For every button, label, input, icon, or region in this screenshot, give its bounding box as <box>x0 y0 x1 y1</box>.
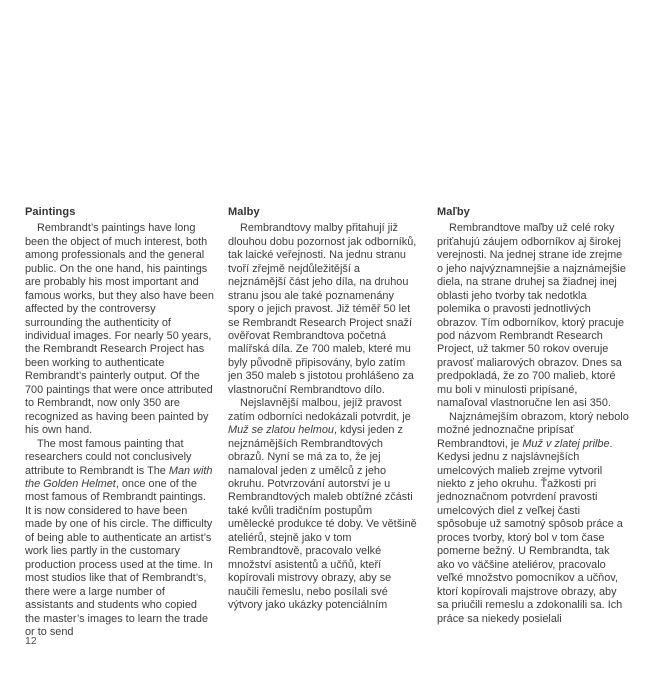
paragraph: Rembrandtove maľby už celé roky priťahujú záujem odborníkov aj širokej verejnosti. Na jednej strane ide zrejme o jeho najvýznamnejšie a najznámejšie diela, na strane druhej sa žiadnej inej oblasti jeho tvorby tak nedotkla polemika o pravosti jednotlivých obrazov. Tím odborníkov, ktorý pracuje pod názvom Rembrandt Research Project, už takmer 50 rokov overuje pravosť maliarových obrazov. Dnes sa predpokladá, že zo 700 malieb, ktoré mu boli v minulosti pripísané, namaľoval vlastnoručne len asi 350. <box>437 222 626 410</box>
column-czech <box>228 206 424 613</box>
page-number: 12 <box>25 635 37 647</box>
column-english <box>25 206 215 639</box>
column-heading-malby: Malby <box>228 206 260 218</box>
paragraph: Najznámejším obrazom, ktorý nebolo možné jednoznačne pripísať Rembrandtovi, je Muž v zlatej prilbe. Kedysi jednu z najslávnejších umelcových malieb zrejme vytvoril niekto z jeho okruhu. Ťažkosti pri jednoznačnom potvrdení pravosti umelcových diel z veľkej časti spôsobuje už samotný spôsob práce a proces tvorby, ktorý bol v tom čase pomerne bežný. U Rembrandta, tak ako vo väčšine ateliérov, pracovalo veľké množstvo pomocníkov a učňov, ktorí kopírovali majstrove obrazy, aby sa priučili remeslu a zdokonalili sa. Ich práce sa niekedy posielali <box>437 410 629 625</box>
column-heading-paintings: Paintings <box>25 206 76 218</box>
column-slovak <box>437 206 635 626</box>
paragraph: Rembrandt’s paintings have long been the object of much interest, both among professionals and the general public. On the one hand, his paintings are probably his most important and famous works, but they also have been affected by the controversy surrounding the authenticity of individual images. For nearly 50 years, the Rembrandt Research Project has been working to authenticate Rembrandt’s painterly output. Of the 700 paintings that were once attributed to Rembrandt, now only 350 are recognized as having been painted by his own hand. <box>25 222 214 437</box>
column-body <box>228 222 424 612</box>
column-heading-malby-sk: Maľby <box>437 206 470 218</box>
column-body <box>437 222 635 626</box>
text-columns <box>25 206 635 639</box>
paragraph: Rembrandtovy malby přitahují již dlouhou dobu pozornost jak odborníků, tak laické veřejnosti. Na jednu stranu tvoří zřejmě nejdůležitější a nejznámější část jeho díla, na druhou stranu jsou ale také poznamenány spory o jejich pravost. Již téměř 50 let se Rembrandt Research Project snaží ověřovat Rembrandtova početná malířská díla. Ze 700 maleb, které mu byly původně připisovány, bylo zatím jen 350 maleb s jistotou prohlášeno za vlastnoruční Rembrandtovo dílo. <box>228 222 417 396</box>
paragraph: Nejslavnější malbou, jejíž pravost zatím odborníci nedokázali potvrdit, je Muž se zlatou helmou, kdysi jeden z nejznámějších Rembrandtových obrazů. Nyní se má za to, že jej namaloval jeden z umělců z jeho okruhu. Potvrzování autorství je u Rembrandtových maleb obtížné zčásti také kvůli tradičním postupům umělecké produkce té doby. Ve většině ateliérů, stejně jako v tom Rembrandtově, pracovalo velké množství asistentů a učňů, kteří kopírovali mistrovy obrazy, aby se naučili řemeslu, nebo posílali své výtvory jako ukázky potenciálním <box>228 397 417 612</box>
column-body <box>25 222 215 639</box>
paragraph: The most famous painting that researchers could not conclusively attribute to Rembrandt is The Man with the Golden Helmet, once one of the most famous of Rembrandt paintings. It is now considered to have been made by one of his circle. The difficulty of being able to authenticate an artist’s work lies partly in the customary production process used at the time. In most studios like that of Rembrandt’s, there were a large number of assistants and students who copied the master’s images to learn the trade or to send <box>25 437 213 638</box>
